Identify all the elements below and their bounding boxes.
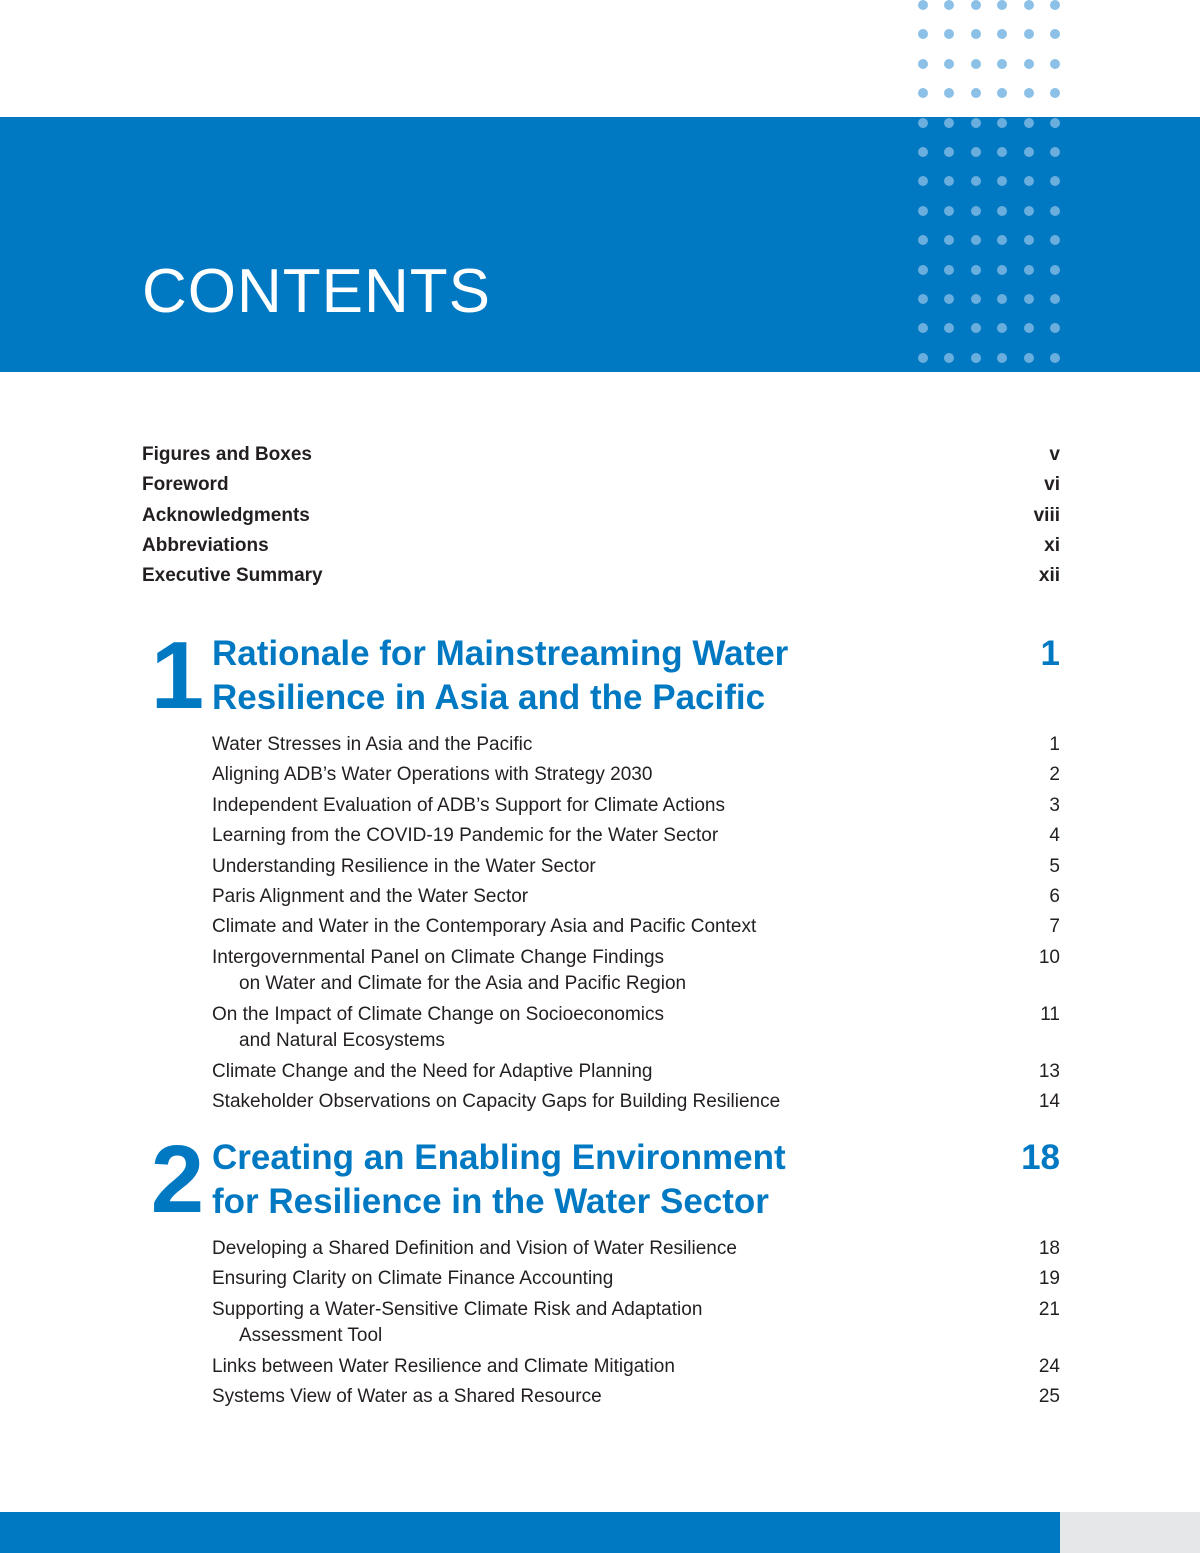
decorative-dot xyxy=(997,323,1007,333)
decorative-dot xyxy=(944,265,954,275)
toc-entry[interactable] xyxy=(212,1059,1060,1086)
decorative-dot xyxy=(1024,265,1034,275)
decorative-dot xyxy=(971,0,981,10)
decorative-dot xyxy=(918,353,928,363)
toc-entry-page: 10 xyxy=(1038,946,1060,968)
decorative-dot xyxy=(1024,29,1034,39)
toc-entry-label: Learning from the COVID-19 Pandemic for the Water Sector xyxy=(212,825,719,847)
chapter-2-section xyxy=(142,1126,1060,1414)
decorative-dot xyxy=(944,147,954,157)
chapter-title xyxy=(212,632,852,720)
toc-entry-label: Stakeholder Observations on Capacity Gaps for Building Resilience xyxy=(212,1090,781,1112)
decorative-dot xyxy=(997,88,1007,98)
toc-entry-page: viii xyxy=(1033,504,1060,526)
decorative-dot xyxy=(1050,118,1060,128)
toc-entry-page: v xyxy=(1049,444,1060,465)
chapter-title xyxy=(212,1136,852,1224)
chapter-page: 1 xyxy=(1040,634,1060,673)
toc-entry-page: 21 xyxy=(1038,1298,1060,1320)
decorative-dot-grid xyxy=(918,0,1068,365)
toc-entry[interactable] xyxy=(212,1089,1060,1116)
toc-entry-page: vi xyxy=(1044,474,1060,496)
decorative-dot xyxy=(1050,206,1060,216)
decorative-dot xyxy=(918,147,928,157)
decorative-dot xyxy=(971,118,981,128)
toc-entry-label: Systems View of Water as a Shared Resource xyxy=(212,1386,602,1408)
decorative-dot xyxy=(1024,118,1034,128)
decorative-dot xyxy=(971,29,981,39)
decorative-dot xyxy=(1050,265,1060,275)
decorative-dot xyxy=(918,118,928,128)
toc-entry-page: 24 xyxy=(1038,1355,1060,1377)
toc-entry-label: Acknowledgments xyxy=(142,504,310,526)
toc-entry-page: 3 xyxy=(1049,794,1060,816)
chapter-entries xyxy=(142,1236,1060,1411)
decorative-dot xyxy=(1024,235,1034,245)
toc-entry-label: Intergovernmental Panel on Climate Change Findings xyxy=(212,946,665,968)
toc-entry-label: Independent Evaluation of ADB’s Support for Climate Actions xyxy=(212,794,725,816)
decorative-dot xyxy=(997,0,1007,10)
toc-entry[interactable] xyxy=(212,732,1060,759)
toc-entry-abbreviations[interactable] xyxy=(142,531,1060,561)
toc-entry-label: Developing a Shared Definition and Vision of Water Resilience xyxy=(212,1238,737,1259)
toc-entry-label: Understanding Resilience in the Water Sector xyxy=(212,855,596,877)
decorative-dot xyxy=(944,235,954,245)
toc-entry-page: xi xyxy=(1044,534,1060,556)
decorative-dot xyxy=(971,353,981,363)
toc-entry-label: Paris Alignment and the Water Sector xyxy=(212,885,529,907)
decorative-dot xyxy=(1050,294,1060,304)
decorative-dot xyxy=(944,0,954,10)
toc-entry[interactable] xyxy=(212,1354,1060,1381)
toc-entry[interactable] xyxy=(212,914,1060,941)
toc-entry-executive-summary[interactable] xyxy=(142,561,1060,591)
decorative-dot xyxy=(971,235,981,245)
decorative-dot xyxy=(1050,59,1060,69)
footer-page-tab xyxy=(1060,1512,1200,1553)
decorative-dot xyxy=(997,235,1007,245)
toc-entry-label: Ensuring Clarity on Climate Finance Accounting xyxy=(212,1268,614,1290)
decorative-dot xyxy=(1024,176,1034,186)
decorative-dot xyxy=(918,176,928,186)
decorative-dot xyxy=(944,206,954,216)
decorative-dot xyxy=(971,59,981,69)
decorative-dot xyxy=(971,147,981,157)
toc-entry-label: Foreword xyxy=(142,474,229,496)
toc-entry[interactable] xyxy=(212,762,1060,789)
decorative-dot xyxy=(918,88,928,98)
toc-entry-label-continued: and Natural Ecosystems xyxy=(239,1030,445,1052)
toc-entry[interactable] xyxy=(212,884,1060,911)
toc-entry[interactable] xyxy=(212,854,1060,881)
toc-entry-label: Abbreviations xyxy=(142,534,269,556)
toc-entry-label: Figures and Boxes xyxy=(142,444,312,465)
decorative-dot xyxy=(944,323,954,333)
decorative-dot xyxy=(944,59,954,69)
decorative-dot xyxy=(1024,294,1034,304)
chapter-title-line-1: Rationale for Mainstreaming Water xyxy=(212,634,789,673)
toc-entry-label: On the Impact of Climate Change on Socioeconomics xyxy=(212,1003,665,1025)
chapter-entries xyxy=(142,732,1060,1115)
toc-entry-page: 2 xyxy=(1049,764,1060,786)
footer-bar xyxy=(0,1512,1060,1553)
chapter-title-line-2: Resilience in Asia and the Pacific xyxy=(212,678,766,717)
toc-entry-acknowledgments[interactable] xyxy=(142,501,1060,531)
toc-entry-page: 11 xyxy=(1040,1003,1060,1025)
decorative-dot xyxy=(918,206,928,216)
chapter-heading[interactable] xyxy=(142,622,1060,729)
decorative-dot xyxy=(997,118,1007,128)
toc-entry-page: 19 xyxy=(1038,1268,1060,1290)
toc-entry[interactable] xyxy=(212,793,1060,820)
decorative-dot xyxy=(997,176,1007,186)
toc-entry-label: Climate and Water in the Contemporary Asia and Pacific Context xyxy=(212,916,757,938)
decorative-dot xyxy=(971,265,981,275)
chapter-heading[interactable] xyxy=(142,1126,1060,1233)
decorative-dot xyxy=(971,176,981,186)
toc-entry-figures-and-boxes[interactable] xyxy=(142,440,1060,470)
decorative-dot xyxy=(918,323,928,333)
toc-entry-page: 6 xyxy=(1049,885,1060,907)
decorative-dot xyxy=(918,265,928,275)
toc-entry[interactable] xyxy=(212,1266,1060,1293)
decorative-dot xyxy=(918,0,928,10)
decorative-dot xyxy=(1024,59,1034,69)
toc-entry-label: Supporting a Water-Sensitive Climate Risk and Adaptation xyxy=(212,1298,703,1320)
chapter-1-section xyxy=(142,622,1060,1119)
decorative-dot xyxy=(1024,147,1034,157)
toc-entry-label: Links between Water Resilience and Climate Mitigation xyxy=(212,1355,675,1377)
toc-entry-label-continued: Assessment Tool xyxy=(239,1325,383,1347)
decorative-dot xyxy=(1024,323,1034,333)
decorative-dot xyxy=(1024,353,1034,363)
decorative-dot xyxy=(971,323,981,333)
decorative-dot xyxy=(918,29,928,39)
decorative-dot xyxy=(944,176,954,186)
decorative-dot xyxy=(1050,29,1060,39)
toc-entry-page: 5 xyxy=(1049,855,1060,877)
decorative-dot xyxy=(997,59,1007,69)
toc-entry-page: 25 xyxy=(1038,1386,1060,1408)
decorative-dot xyxy=(918,235,928,245)
decorative-dot xyxy=(1050,0,1060,10)
decorative-dot xyxy=(997,294,1007,304)
toc-entry-label: Climate Change and the Need for Adaptive Planning xyxy=(212,1060,653,1082)
toc-entry-page: 13 xyxy=(1038,1060,1060,1082)
decorative-dot xyxy=(944,353,954,363)
toc-entry[interactable] xyxy=(212,823,1060,850)
chapter-title-line-1: Creating an Enabling Environment xyxy=(212,1138,786,1177)
decorative-dot xyxy=(997,29,1007,39)
toc-entry-label: Aligning ADB’s Water Operations with Strategy 2030 xyxy=(212,764,653,786)
decorative-dot xyxy=(997,206,1007,216)
decorative-dot xyxy=(944,294,954,304)
decorative-dot xyxy=(971,294,981,304)
chapter-title-line-2: for Resilience in the Water Sector xyxy=(212,1182,769,1221)
decorative-dot xyxy=(997,353,1007,363)
decorative-dot xyxy=(1050,88,1060,98)
page-title: CONTENTS xyxy=(142,256,491,326)
toc-entry-page: 18 xyxy=(1038,1238,1060,1259)
chapter-page: 18 xyxy=(1021,1138,1060,1177)
toc-entry-label: Executive Summary xyxy=(142,565,323,587)
chapter-number: 2 xyxy=(150,1126,202,1233)
toc-entry[interactable] xyxy=(212,1297,1060,1350)
decorative-dot xyxy=(1050,176,1060,186)
toc-entry[interactable] xyxy=(212,1236,1060,1263)
toc-entry[interactable] xyxy=(212,1002,1060,1055)
decorative-dot xyxy=(1024,88,1034,98)
toc-entry-label-continued: on Water and Climate for the Asia and Pacific Region xyxy=(239,973,687,995)
decorative-dot xyxy=(944,88,954,98)
toc-entry-page: 1 xyxy=(1049,734,1060,755)
decorative-dot xyxy=(918,294,928,304)
decorative-dot xyxy=(1050,323,1060,333)
front-matter-list xyxy=(142,440,1060,591)
decorative-dot xyxy=(1024,206,1034,216)
decorative-dot xyxy=(1050,147,1060,157)
decorative-dot xyxy=(918,59,928,69)
decorative-dot xyxy=(971,88,981,98)
decorative-dot xyxy=(971,206,981,216)
toc-entry-foreword[interactable] xyxy=(142,470,1060,500)
toc-entry-page: 4 xyxy=(1049,825,1060,847)
decorative-dot xyxy=(1024,0,1034,10)
toc-entry-page: 7 xyxy=(1049,916,1060,938)
chapter-number: 1 xyxy=(150,622,202,729)
decorative-dot xyxy=(997,147,1007,157)
toc-entry-page: xii xyxy=(1038,565,1060,587)
decorative-dot xyxy=(1050,353,1060,363)
toc-entry[interactable] xyxy=(212,945,1060,998)
decorative-dot xyxy=(997,265,1007,275)
toc-entry-label: Water Stresses in Asia and the Pacific xyxy=(212,734,533,755)
decorative-dot xyxy=(944,29,954,39)
toc-entry-page: 14 xyxy=(1038,1090,1060,1112)
decorative-dot xyxy=(944,118,954,128)
toc-entry[interactable] xyxy=(212,1384,1060,1411)
decorative-dot xyxy=(1050,235,1060,245)
